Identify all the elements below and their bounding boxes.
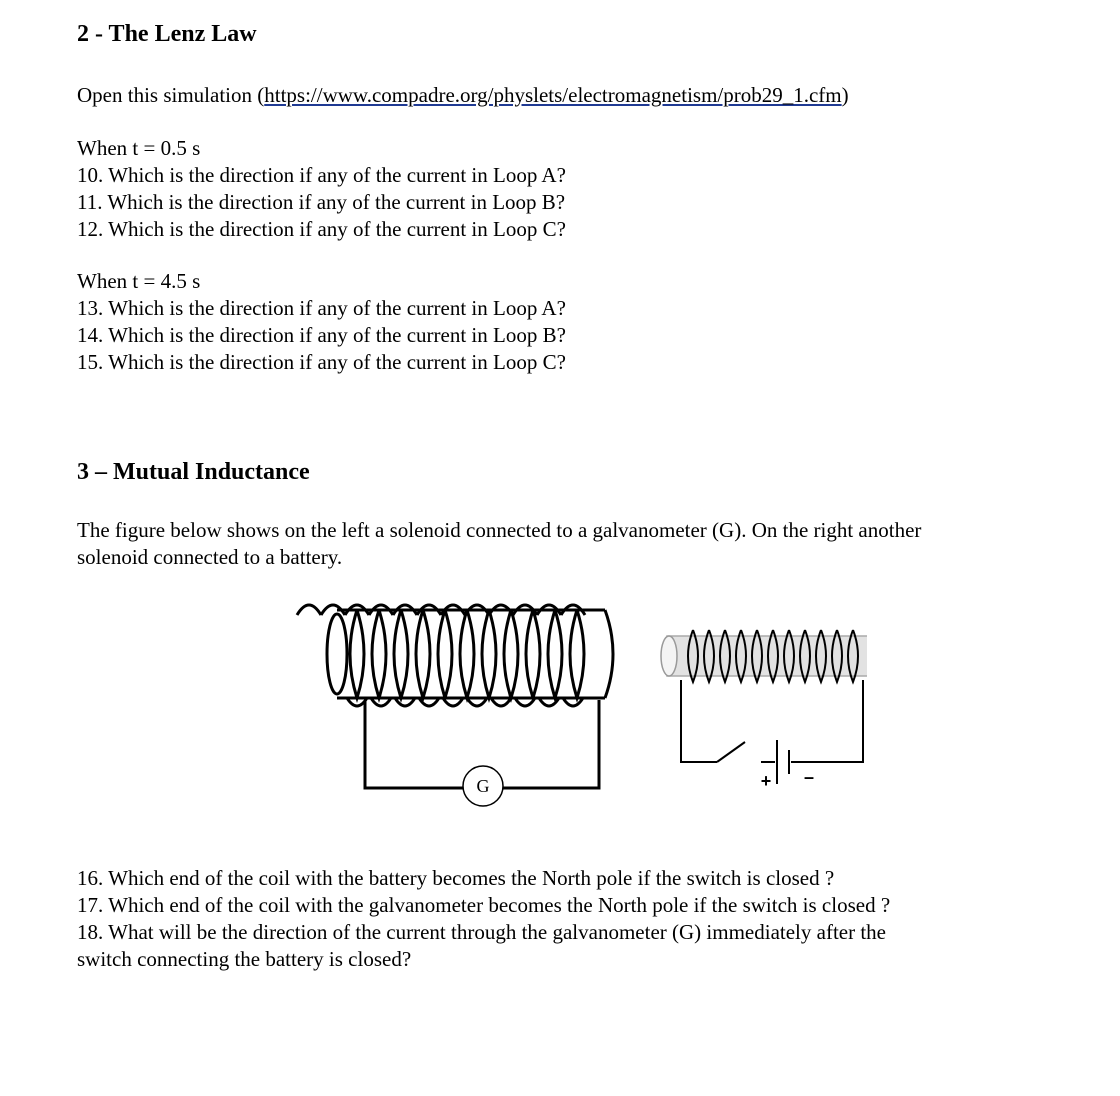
question-14: 14. Which is the direction if any of the current in Loop B?: [77, 323, 566, 347]
question-18: 18. What will be the direction of the current through the galvanometer (G) immediately after the: [77, 920, 886, 944]
question-10: 10. Which is the direction if any of the current in Loop A?: [77, 163, 566, 187]
figure-description-line-2: solenoid connected to a battery.: [77, 545, 343, 569]
section-3-title: 3 – Mutual Inductance: [77, 459, 310, 485]
battery-circuit: [681, 680, 863, 791]
solenoid-figure: [237, 590, 867, 827]
switch: [717, 742, 745, 762]
time-label-2: When t = 4.5 s: [77, 269, 201, 293]
right-solenoid: [661, 630, 867, 682]
battery-minus-label: –: [803, 767, 815, 787]
intro-prefix: Open this simulation (: [77, 83, 265, 107]
time-label-1: When t = 0.5 s: [77, 136, 201, 160]
simulation-intro: [77, 82, 849, 109]
question-12: 12. Which is the direction if any of the current in Loop C?: [77, 217, 566, 241]
figure-description-line-1: The figure below shows on the left a solenoid connected to a galvanometer (G). On the right another: [77, 518, 922, 542]
question-17: 17. Which end of the coil with the galvanometer becomes the North pole if the switch is closed ?: [77, 893, 891, 917]
simulation-link[interactable]: https://www.compadre.org/physlets/electromagnetism/prob29_1.cfm: [264, 83, 842, 107]
solenoid-diagram: [237, 590, 867, 820]
question-18-continued: switch connecting the battery is closed?: [77, 947, 412, 971]
section-2-title: 2 - The Lenz Law: [77, 21, 257, 47]
galvanometer-circuit: [365, 700, 599, 806]
question-16: 16. Which end of the coil with the battery becomes the North pole if the switch is closed ?: [77, 866, 835, 890]
question-13: 13. Which is the direction if any of the current in Loop A?: [77, 296, 566, 320]
question-15: 15. Which is the direction if any of the current in Loop C?: [77, 350, 566, 374]
galvanometer-label: G: [476, 776, 490, 796]
question-11: 11. Which is the direction if any of the current in Loop B?: [77, 190, 566, 214]
left-solenoid: [297, 605, 613, 706]
intro-suffix: ): [841, 83, 849, 107]
battery-plus-label: +: [760, 771, 772, 791]
